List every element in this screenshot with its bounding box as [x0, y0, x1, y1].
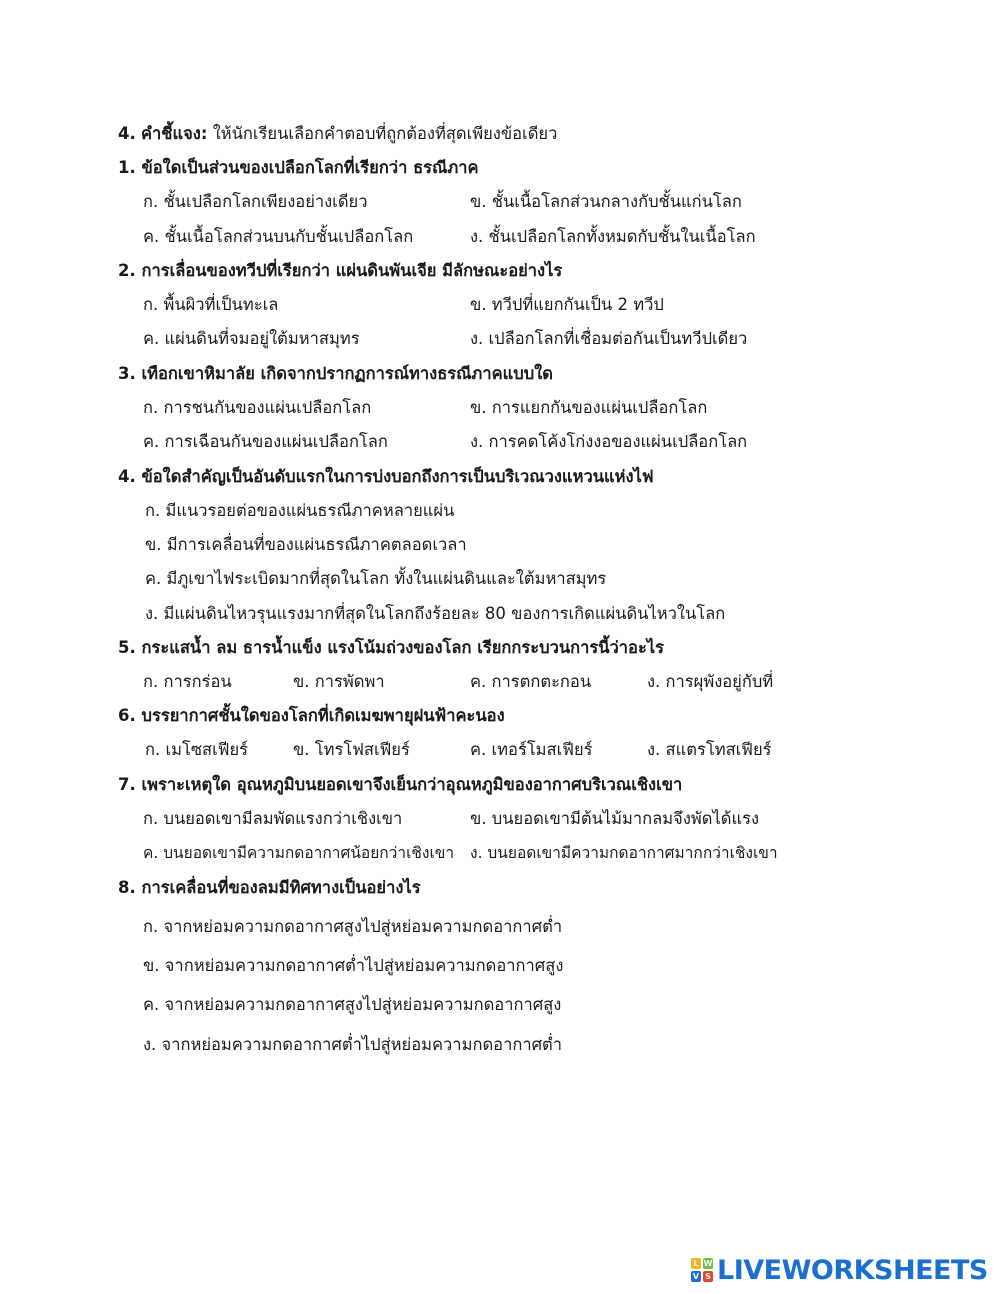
q8-choice-c[interactable]: ค. จากหย่อมความกดอากาศสูงไปสู่หย่อมความกดอากาศสูง [143, 995, 562, 1014]
q4-choice-a[interactable]: ก. มีแนวรอยต่อของแผ่นธรณีภาคหลายแผ่น [145, 501, 455, 520]
q8-choice-d[interactable]: ง. จากหย่อมความกดอากาศต่ำไปสู่หย่อมความกดอากาศต่ำ [143, 1035, 563, 1054]
q5-choice-d[interactable]: ง. การผุพังอยู่กับที่ [647, 672, 774, 691]
q4-choice-b[interactable]: ข. มีการเคลื่อนที่ของแผ่นธรณีภาคตลอดเวลา [145, 535, 467, 554]
q1-choice-b[interactable]: ข. ชั้นเนื้อโลกส่วนกลางกับชั้นแก่นโลก [470, 192, 742, 211]
instructions-number: 4. [118, 124, 136, 143]
q2-choice-d[interactable]: ง. เปลือกโลกที่เชื่อมต่อกันเป็นทวีปเดียว [470, 329, 748, 348]
q4-choice-d[interactable]: ง. มีแผ่นดินไหวรุนแรงมากที่สุดในโลกถึงร้อยละ 80 ของการเกิดแผ่นดินไหวในโลก [145, 604, 726, 623]
question-8: 8. การเคลื่อนที่ของลมมีทิศทางเป็นอย่างไร [118, 878, 421, 897]
logo-mark-cell: V [692, 1272, 700, 1281]
question-4: 4. ข้อใดสำคัญเป็นอันดับแรกในการบ่งบอกถึงการเป็นบริเวณวงแหวนแห่งไฟ [118, 467, 654, 486]
q7-choice-d[interactable]: ง. บนยอดเขามีความกดอากาศมากกว่าเชิงเขา [470, 844, 778, 862]
q2-choice-a[interactable]: ก. พื้นผิวที่เป็นทะเล [143, 295, 279, 314]
q7-choice-b[interactable]: ข. บนยอดเขามีต้นไม้มากลมจึงพัดได้แรง [470, 809, 760, 828]
q3-choice-b[interactable]: ข. การแยกกันของแผ่นเปลือกโลก [470, 398, 708, 417]
q8-choice-a[interactable]: ก. จากหย่อมความกดอากาศสูงไปสู่หย่อมความกดอากาศต่ำ [143, 917, 563, 936]
logo-text: LIVEWORKSHEETS [717, 1254, 988, 1286]
instructions-label: คำชี้แจง: [141, 124, 208, 143]
q3-choice-d[interactable]: ง. การคดโค้งโก่งงอของแผ่นเปลือกโลก [470, 432, 748, 451]
question-3: 3. เทือกเขาหิมาลัย เกิดจากปรากฏการณ์ทางธรณีภาคแบบใด [118, 364, 553, 383]
q6-choice-b[interactable]: ข. โทรโฟสเฟียร์ [293, 740, 410, 759]
logo-mark-icon [691, 1258, 713, 1282]
q1-choice-a[interactable]: ก. ชั้นเปลือกโลกเพียงอย่างเดียว [143, 192, 368, 211]
q1-choice-c[interactable]: ค. ชั้นเนื้อโลกส่วนบนกับชั้นเปลือกโลก [143, 227, 414, 246]
question-2: 2. การเลื่อนของทวีปที่เรียกว่า แผ่นดินพันเจีย มีลักษณะอย่างไร [118, 261, 563, 280]
q3-choice-a[interactable]: ก. การชนกันของแผ่นเปลือกโลก [143, 398, 372, 417]
instructions-line [118, 123, 557, 145]
question-7: 7. เพราะเหตุใด อุณหภูมิบนยอดเขาจึงเย็นกว่าอุณหภูมิของอากาศบริเวณเชิงเขา [118, 775, 683, 794]
q2-choice-b[interactable]: ข. ทวีปที่แยกกันเป็น 2 ทวีป [470, 295, 664, 314]
q7-choice-c[interactable]: ค. บนยอดเขามีความกดอากาศน้อยกว่าเชิงเขา [143, 844, 455, 862]
logo-mark-cell: L [691, 1258, 701, 1269]
q4-choice-c[interactable]: ค. มีภูเขาไฟระเบิดมากที่สุดในโลก ทั้งในแผ่นดินและใต้มหาสมุทร [145, 569, 607, 588]
logo-mark-cell: W [703, 1259, 713, 1268]
question-5: 5. กระแสน้ำ ลม ธารน้ำแข็ง แรงโน้มถ่วงของโลก เรียกกระบวนการนี้ว่าอะไร [118, 638, 664, 657]
q6-choice-c[interactable]: ค. เทอร์โมสเฟียร์ [470, 740, 593, 759]
instructions-text: ให้นักเรียนเลือกคำตอบที่ถูกต้องที่สุดเพียงข้อเดียว [212, 124, 558, 143]
q1-choice-d[interactable]: ง. ชั้นเปลือกโลกทั้งหมดกับชั้นในเนื้อโลก [470, 227, 756, 246]
q5-choice-c[interactable]: ค. การตกตะกอน [470, 672, 592, 691]
q5-choice-a[interactable]: ก. การกร่อน [143, 672, 232, 691]
q3-choice-c[interactable]: ค. การเฉือนกันของแผ่นเปลือกโลก [143, 432, 388, 451]
q5-choice-b[interactable]: ข. การพัดพา [293, 672, 385, 691]
liveworksheets-logo [691, 1255, 988, 1285]
q6-choice-a[interactable]: ก. เมโซสเฟียร์ [145, 740, 248, 759]
q8-choice-b[interactable]: ข. จากหย่อมความกดอากาศต่ำไปสู่หย่อมความกดอากาศสูง [143, 956, 564, 975]
q6-choice-d[interactable]: ง. สแตรโทสเฟียร์ [647, 740, 772, 759]
q7-choice-a[interactable]: ก. บนยอดเขามีลมพัดแรงกว่าเชิงเขา [143, 809, 403, 828]
logo-mark-cell: S [703, 1271, 713, 1282]
q2-choice-c[interactable]: ค. แผ่นดินที่จมอยู่ใต้มหาสมุทร [143, 329, 360, 348]
question-6: 6. บรรยากาศชั้นใดของโลกที่เกิดเมฆพายุฝนฟ้าคะนอง [118, 706, 505, 725]
question-1: 1. ข้อใดเป็นส่วนของเปลือกโลกที่เรียกว่า ธรณีภาค [118, 158, 479, 177]
